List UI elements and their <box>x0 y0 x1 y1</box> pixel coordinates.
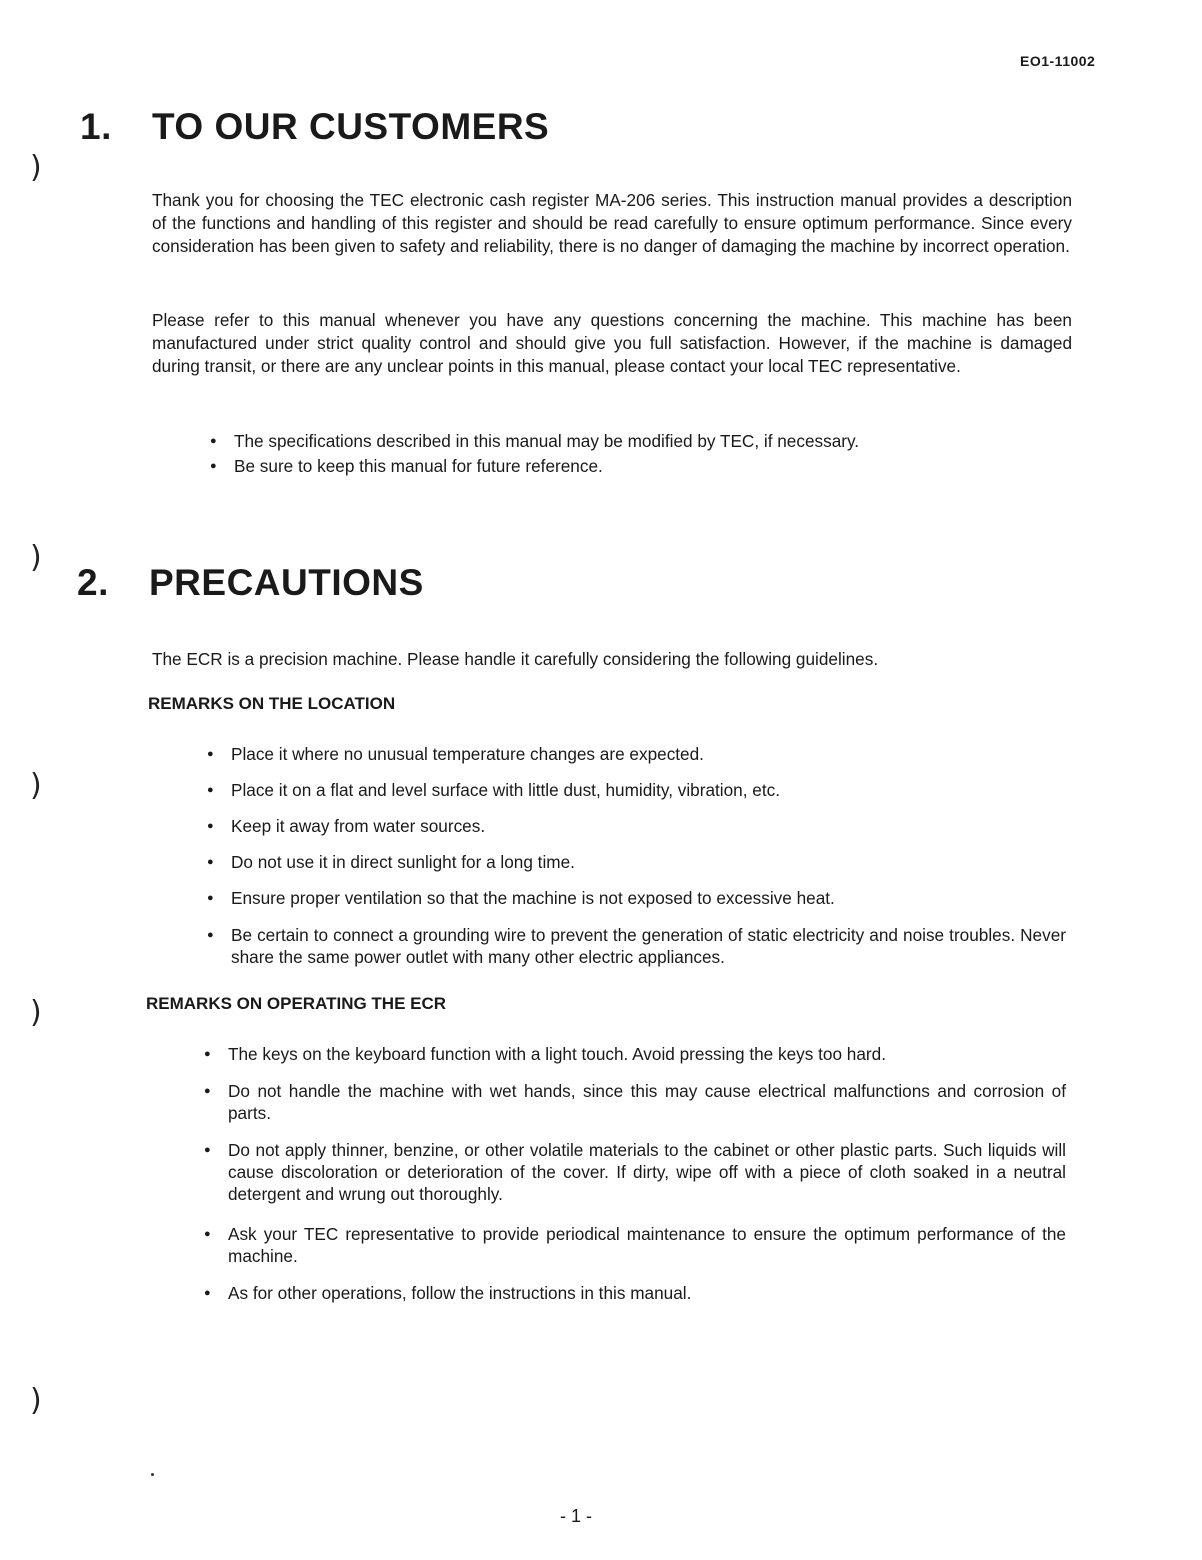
location-bullet: ● Be certain to connect a grounding wire to prevent the generation of static electricity and noise troubles. Never share the same power outlet with many other electric appliances. <box>231 924 1066 968</box>
section-1-bullet: ● Be sure to keep this manual for future reference. <box>234 455 1014 477</box>
binder-hole-mark: ) <box>30 150 42 185</box>
operating-bullet: ● The keys on the keyboard function with a light touch. Avoid pressing the keys too hard. <box>228 1043 1066 1065</box>
binder-hole-mark: ) <box>30 1383 42 1418</box>
document-id: EO1-11002 <box>1020 53 1096 69</box>
section-2-intro: The ECR is a precision machine. Please handle it carefully considering the following guidelines. <box>152 649 879 669</box>
scan-speck <box>151 1473 154 1476</box>
section-1-paragraph-2: Please refer to this manual whenever you have any questions concerning the machine. This machine has been manufactured under strict quality control and should give you full satisfaction. However, if the machine is damaged during transit, or there are any unclear points in this manual, please contact your local TEC representative. <box>152 310 1072 376</box>
section-1-number: 1. <box>80 106 112 147</box>
operating-bullet: ● Ask your TEC representative to provide periodical maintenance to ensure the optimum performance of the machine. <box>228 1223 1066 1267</box>
section-1-heading <box>80 106 549 148</box>
operating-bullet: ● Do not handle the machine with wet hands, since this may cause electrical malfunctions and corrosion of parts. <box>228 1080 1066 1124</box>
binder-hole-mark: ) <box>30 768 42 803</box>
binder-hole-mark: ) <box>30 540 42 575</box>
section-2-number: 2. <box>77 562 109 603</box>
operating-bullet: ● Do not apply thinner, benzine, or other volatile materials to the cabinet or other plastic parts. Such liquids will cause discoloration or deterioration of the cover. If dirty, wipe off with a piece of cloth soaked in a neutral detergent and wrung out thoroughly. <box>228 1139 1066 1205</box>
page-number: - 1 - <box>560 1506 593 1526</box>
location-bullet: ● Place it where no unusual temperature changes are expected. <box>231 743 1066 765</box>
section-1-paragraph-1: Thank you for choosing the TEC electronic cash register MA-206 series. This instruction manual provides a description of the functions and handling of this register and should be read carefully to ensure optimum performance. Since every consideration has been given to safety and reliability, there is no danger of damaging the machine by incorrect operation. <box>152 190 1072 256</box>
location-bullet: ● Do not use it in direct sunlight for a long time. <box>231 851 1066 873</box>
operating-bullet: ● As for other operations, follow the instructions in this manual. <box>228 1282 1066 1304</box>
location-bullet: ● Place it on a flat and level surface with little dust, humidity, vibration, etc. <box>231 779 1066 801</box>
operating-remarks-heading: REMARKS ON OPERATING THE ECR <box>146 994 447 1013</box>
location-remarks-heading: REMARKS ON THE LOCATION <box>148 694 396 713</box>
section-2-title: PRECAUTIONS <box>149 562 424 603</box>
section-1-bullet: ● The specifications described in this manual may be modified by TEC, if necessary. <box>234 430 1014 452</box>
section-2-heading <box>77 562 424 604</box>
section-1-title: TO OUR CUSTOMERS <box>152 106 550 147</box>
location-bullet: ● Keep it away from water sources. <box>231 815 1066 837</box>
binder-hole-mark: ) <box>30 995 42 1030</box>
location-bullet: ● Ensure proper ventilation so that the machine is not exposed to excessive heat. <box>231 887 1066 909</box>
